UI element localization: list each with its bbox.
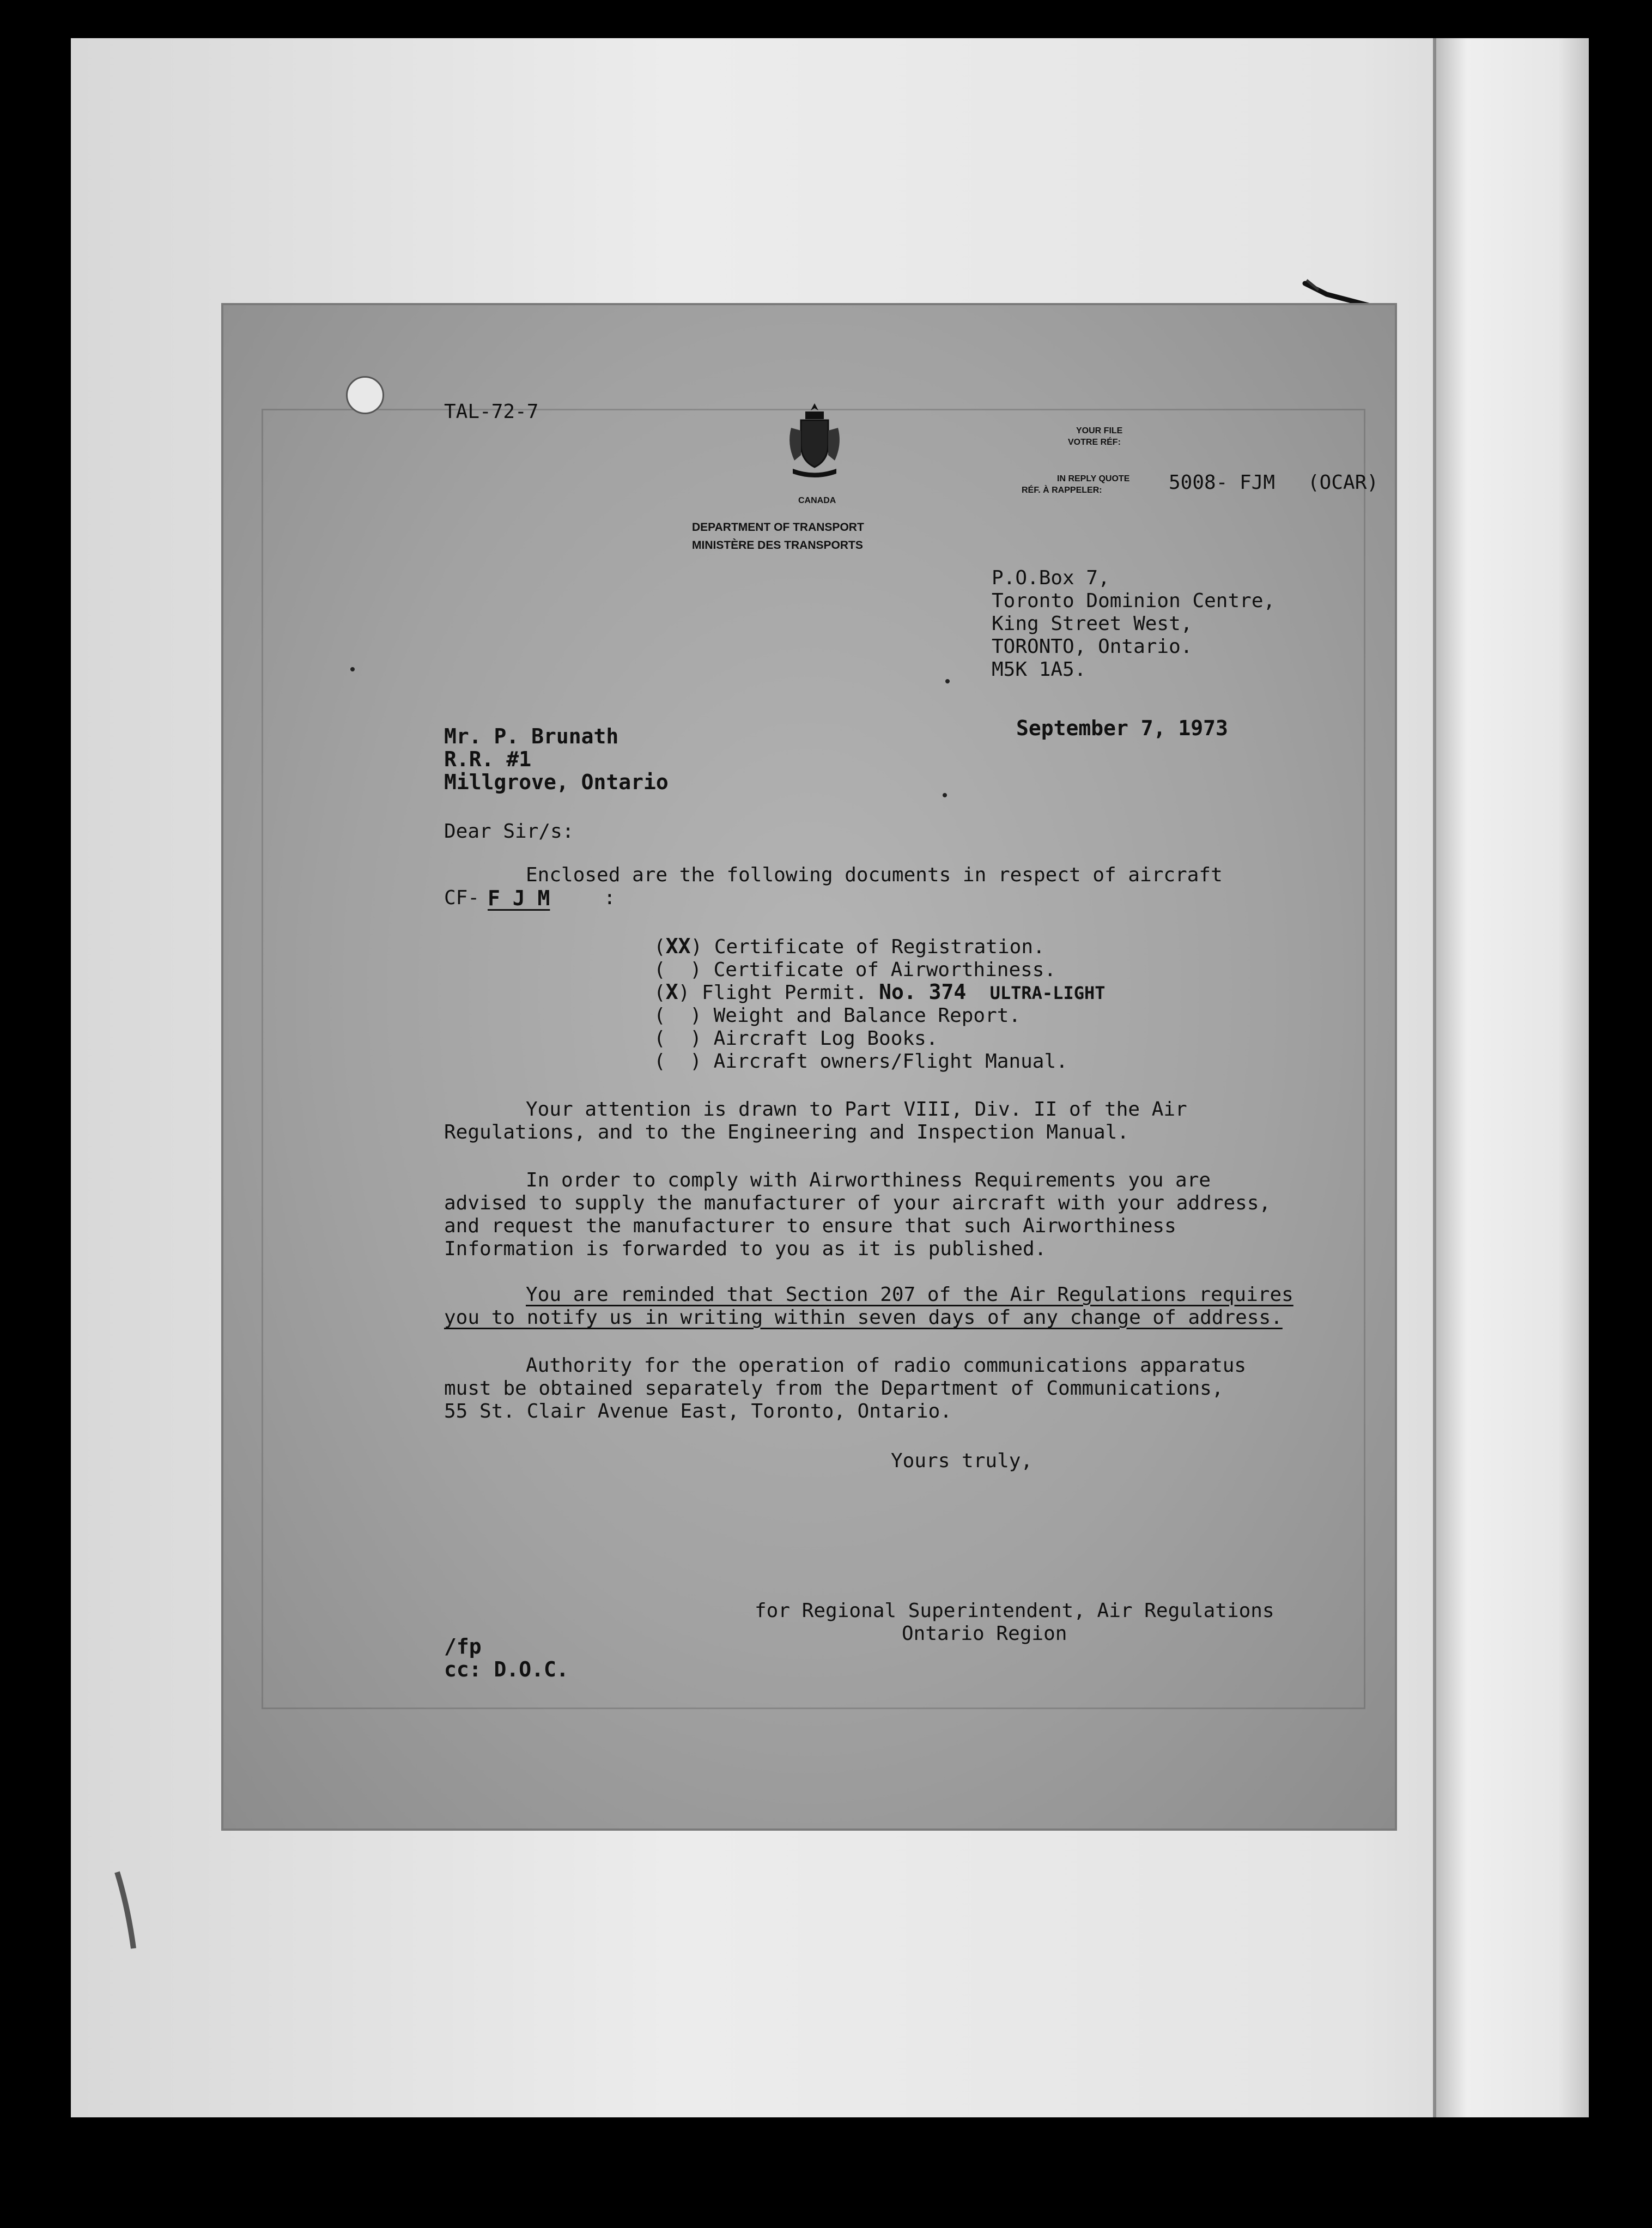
document-label: Aircraft owners/Flight Manual. [713,1050,1068,1073]
checkbox-mark [666,1026,678,1050]
document-label: Certificate of Registration. [714,936,1045,958]
paragraph-line: Information is forwarded to you as it is published. [444,1238,1047,1260]
list-item: ( ) Weight and Balance Report. [654,1003,1021,1027]
list-item: (X) Flight Permit. No. 374 ULTRA-LIGHT [654,980,1106,1004]
department-french: MINISTÈRE DES TRANSPORTS [692,539,863,552]
checkbox-mark: X [665,980,678,1004]
paragraph-line: Authority for the operation of radio communications apparatus [526,1354,1247,1377]
paragraph-line: and request the manufacturer to ensure that such Airworthiness [444,1215,1176,1237]
paragraph-line: You are reminded that Section 207 of the Air Regulations requires [526,1283,1293,1306]
reply-quote-label: IN REPLY QUOTE [1057,474,1130,483]
typist-initials: /fp [444,1634,482,1658]
file-code: TAL-72-7 [444,401,539,423]
salutation: Dear Sir/s: [444,820,574,843]
speck [945,679,950,683]
sender-address-line: P.O.Box 7, [992,567,1110,589]
board-edge-strip [1433,38,1589,2117]
list-item: ( ) Certificate of Airworthiness. [654,958,1056,982]
document-label: Weight and Balance Report. [713,1004,1021,1027]
list-item: ( ) Aircraft Log Books. [654,1026,938,1050]
sender-address-line: M5K 1A5. [992,658,1086,681]
canada-coat-of-arms-icon [785,401,845,482]
your-file-label-fr: VOTRE RÉF: [1068,438,1121,447]
checkbox-mark [666,957,678,981]
closing: Yours truly, [891,1450,1033,1472]
paragraph-line: you to notify us in writing within seven days of any change of address. [444,1306,1283,1329]
paragraph-line: 55 St. Clair Avenue East, Toronto, Ontario. [444,1400,952,1422]
your-file-label: YOUR FILE [1076,426,1123,435]
recipient-line: R.R. #1 [444,747,532,771]
permit-class: ULTRA-LIGHT [989,983,1106,1003]
checkbox-mark [666,1049,678,1073]
sender-address-line: Toronto Dominion Centre, [992,590,1276,612]
document-label: Aircraft Log Books. [713,1027,938,1050]
sender-address-line: TORONTO, Ontario. [992,635,1193,658]
document-label: Certificate of Airworthiness. [713,959,1056,981]
list-item: ( ) Aircraft owners/Flight Manual. [654,1049,1068,1073]
paragraph-line: advised to supply the manufacturer of your aircraft with your address, [444,1192,1271,1214]
recipient-line: Millgrove, Ontario [444,770,669,794]
paragraph-line: Your attention is drawn to Part VIII, Div. II of the Air [526,1098,1187,1121]
letter-page [223,305,1395,1829]
speck [943,793,947,797]
signature-line: for Regional Superintendent, Air Regulations [755,1600,1274,1622]
paragraph-line: In order to comply with Airworthiness Requirements you are [526,1169,1211,1191]
document-label: Flight Permit. [701,982,867,1004]
reply-reference: 5008- FJM [1169,471,1276,494]
checkbox-mark [666,1003,678,1027]
aircraft-prefix: CF- [444,887,480,909]
emblem-caption: CANADA [798,496,836,505]
reply-quote-label-fr: RÉF. À RAPPELER: [1022,486,1102,495]
aircraft-registration: F J M [488,886,550,910]
speck [350,667,355,671]
intro-line: Enclosed are the following documents in respect of aircraft [526,864,1223,886]
reply-reference-suffix: (OCAR) [1308,471,1379,494]
paragraph-line: Regulations, and to the Engineering and Inspection Manual. [444,1121,1129,1143]
letter-date: September 7, 1973 [1016,716,1228,740]
permit-number: No. 374 [879,980,967,1004]
carbon-copy: cc: D.O.C. [444,1657,569,1681]
sender-address-line: King Street West, [992,613,1193,635]
checkbox-mark: XX [665,934,691,958]
department-english: DEPARTMENT OF TRANSPORT [692,521,864,534]
list-item: (XX) Certificate of Registration. [654,934,1045,958]
scratch-mark-icon [112,1869,139,1951]
recipient-line: Mr. P. Brunath [444,724,619,748]
signature-region: Ontario Region [902,1622,1067,1645]
punch-hole [346,376,384,414]
paragraph-line: must be obtained separately from the Department of Communications, [444,1377,1224,1400]
aircraft-suffix: : [604,887,616,909]
